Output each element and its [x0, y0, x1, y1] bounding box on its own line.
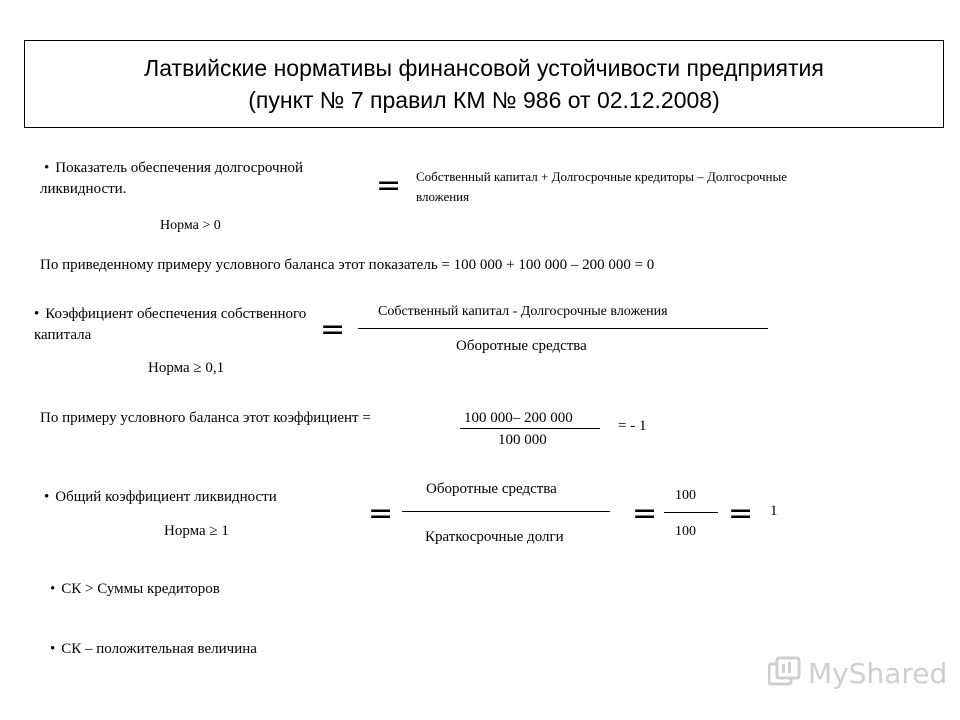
s2-norm: Норма ≥ 0,1	[148, 360, 225, 376]
s2-bullet-text: • Коэффициент обеспечения собственного	[34, 306, 306, 323]
s3-equals-3: =	[728, 496, 754, 531]
watermark-text: MyShared	[808, 657, 948, 690]
s3-num2: 100	[675, 488, 696, 503]
s3-equals-2: =	[632, 496, 658, 531]
s2-example-result: = - 1	[618, 418, 647, 434]
s2-fraction-line	[358, 328, 768, 329]
s4-item-1: • СК > Суммы кредиторов	[50, 581, 220, 598]
s1-formula-line-2: вложения	[416, 189, 470, 204]
s2-example-denominator: 100 000	[498, 432, 547, 448]
s1-bullet-text: • Показатель обеспечения долгосрочной	[44, 160, 303, 177]
s3-denominator: Краткосрочные долги	[425, 529, 564, 545]
s1-equals: =	[376, 168, 402, 203]
s3-bullet-text: • Общий коэффициент ликвидности	[44, 489, 277, 506]
s2-example-fraction-line	[460, 428, 600, 429]
s4-item-2: • СК – положительная величина	[50, 641, 257, 658]
s1-bullet-text-2: ликвидности.	[40, 181, 127, 197]
watermark	[768, 656, 947, 691]
myshared-logo-icon	[768, 656, 802, 691]
title-line-1: Латвийские нормативы финансовой устойчивости предприятия	[144, 55, 824, 81]
s3-equals-1: =	[368, 496, 394, 531]
s3-den2: 100	[675, 524, 696, 539]
s3-norm: Норма ≥ 1	[164, 523, 229, 539]
title-line-2: (пункт № 7 правил КМ № 986 от 02.12.2008)	[248, 87, 720, 113]
s1-formula-line-1: Собственный капитал + Долгосрочные кредиторы – Долгосрочные	[416, 169, 787, 184]
s1-norm: Норма > 0	[160, 218, 221, 233]
s3-numerator: Оборотные средства	[426, 481, 557, 497]
title-box	[24, 40, 944, 128]
s3-fraction-line-2	[664, 512, 718, 513]
s2-numerator: Собственный капитал - Долгосрочные вложения	[378, 304, 668, 319]
s2-example-numerator: 100 000– 200 000	[464, 410, 573, 426]
s2-equals: =	[320, 312, 346, 347]
s3-fraction-line	[402, 511, 610, 512]
s1-example: По приведенному примеру условного баланса этот показатель = 100 000 + 100 000 – 200 000 = 0	[40, 257, 655, 273]
s3-result: 1	[770, 503, 778, 519]
s2-denominator: Оборотные средства	[456, 338, 587, 354]
s2-bullet-text-2: капитала	[34, 327, 92, 343]
s2-example-prefix: По примеру условного баланса этот коэффициент =	[40, 410, 371, 426]
